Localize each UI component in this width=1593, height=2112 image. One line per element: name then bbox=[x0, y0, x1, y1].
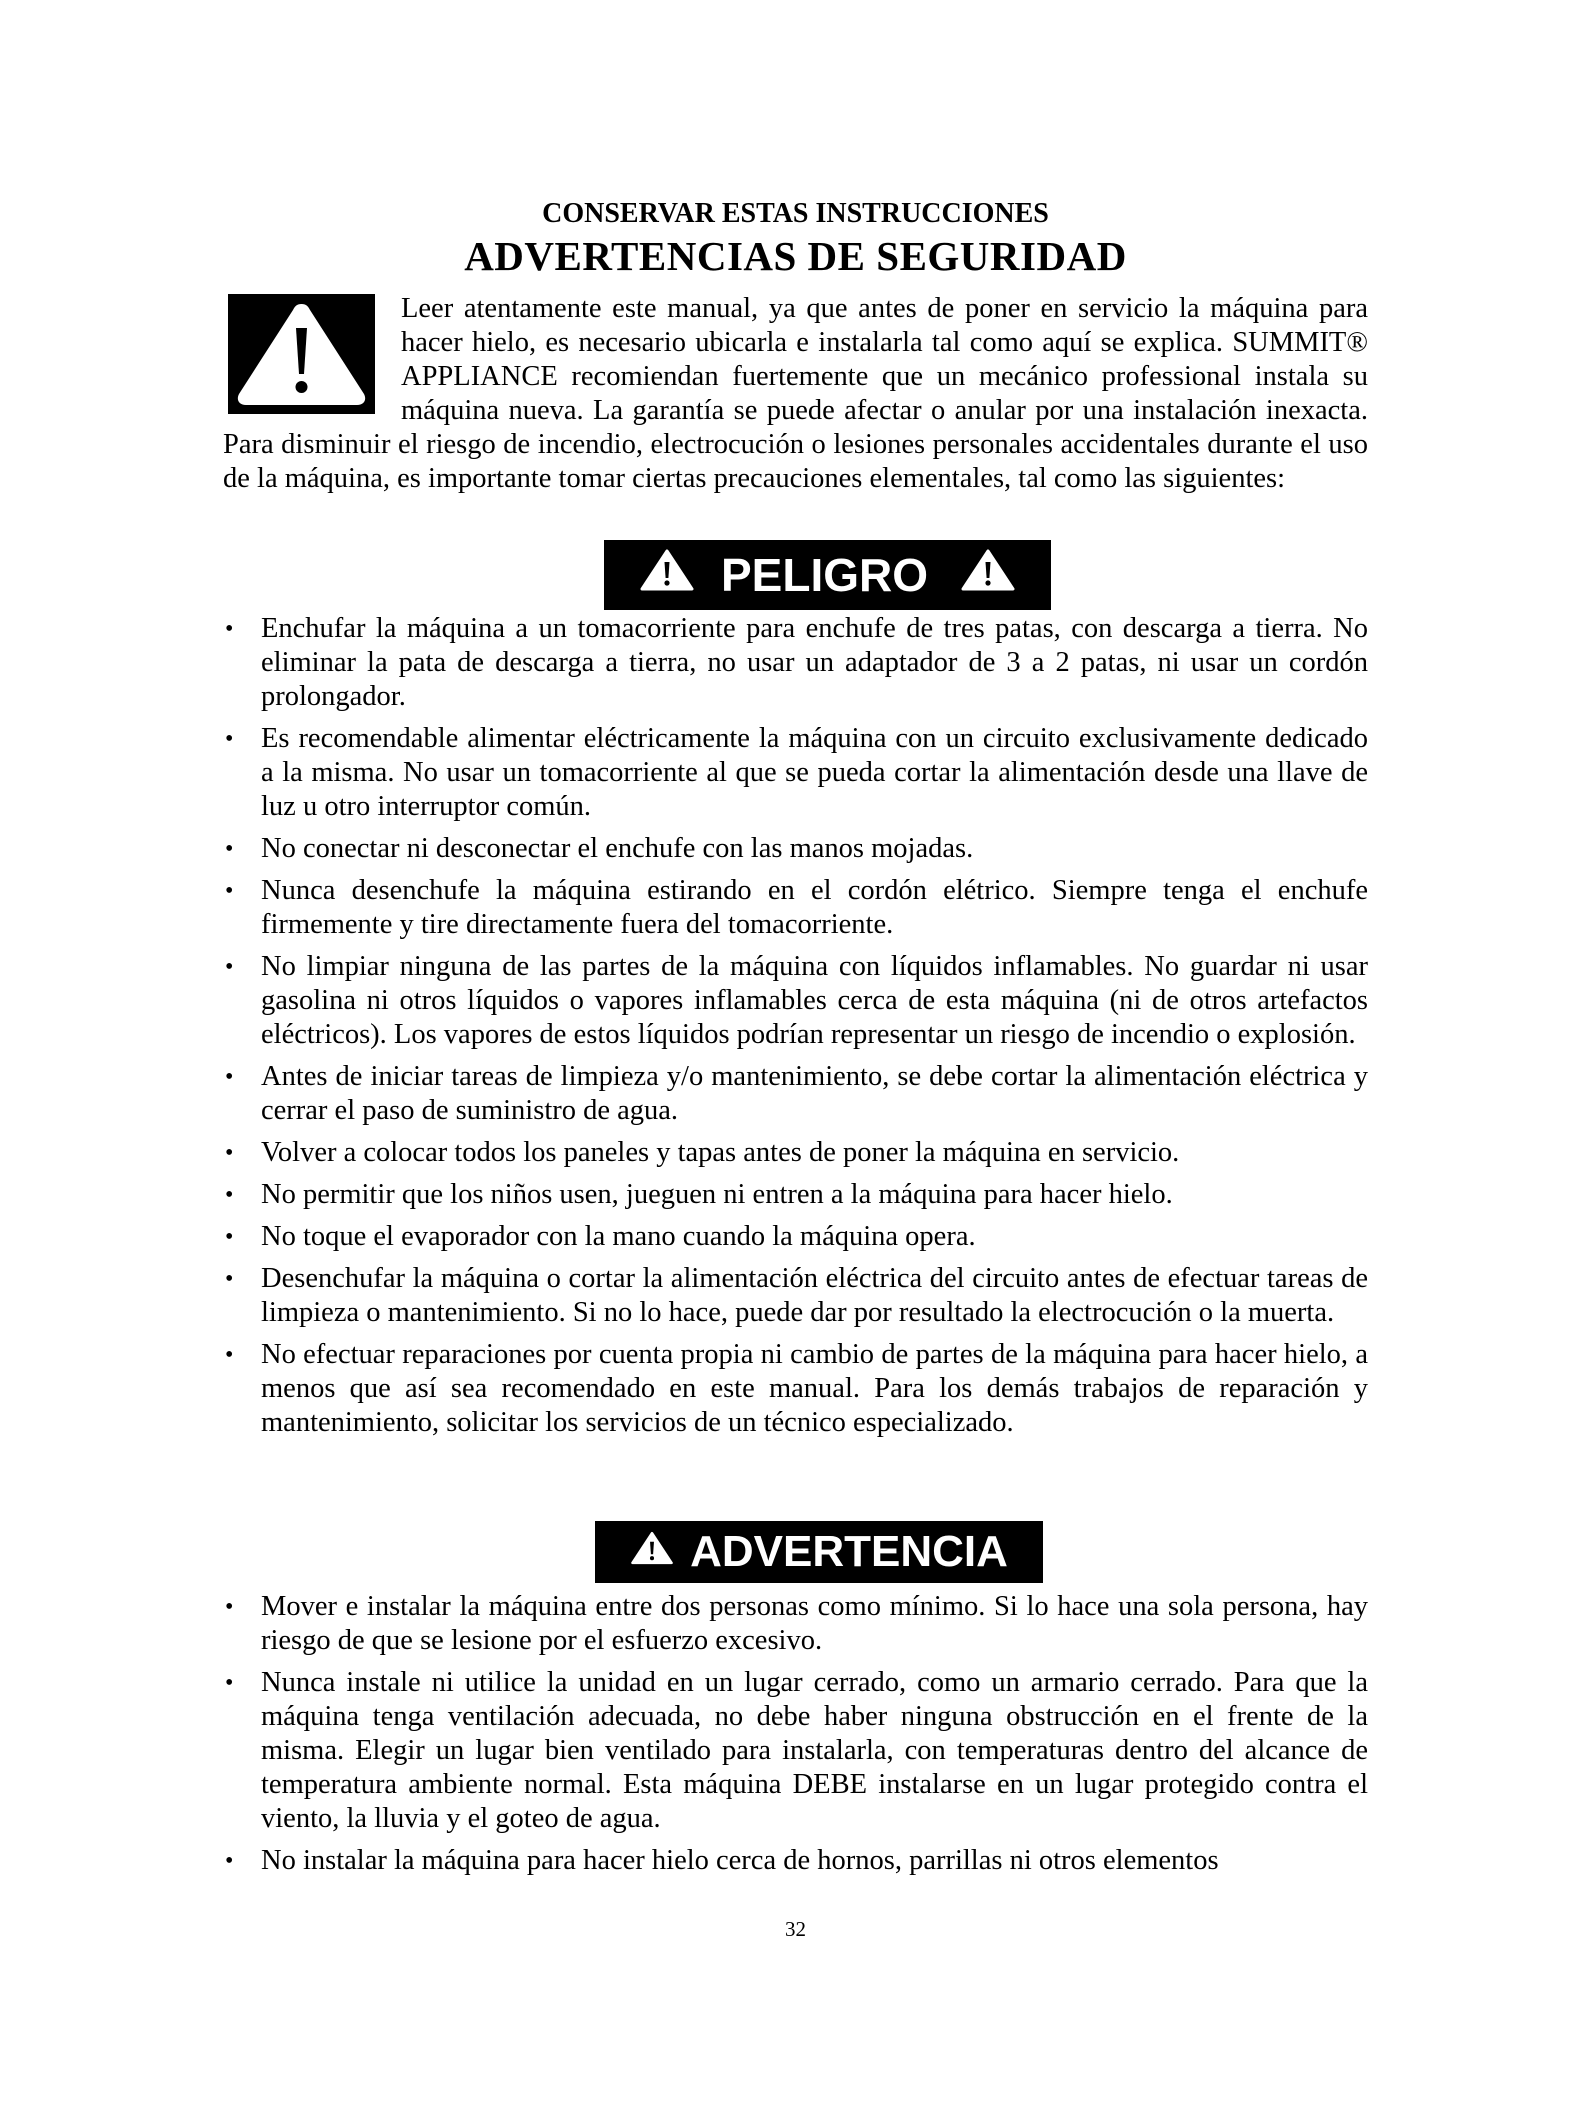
warning-triangle-icon bbox=[639, 548, 695, 603]
warning-list bbox=[223, 1590, 1368, 1886]
danger-label: PELIGRO bbox=[720, 549, 929, 601]
list-item: • Volver a colocar todos los paneles y tapas antes de poner la máquina en servicio. bbox=[223, 1136, 1368, 1170]
page-title: ADVERTENCIAS DE SEGURIDAD bbox=[464, 233, 1127, 279]
list-item: • No permitir que los niños usen, jueguen ni entren a la máquina para hacer hielo. bbox=[223, 1178, 1368, 1212]
warning-triangle-icon bbox=[960, 548, 1016, 603]
list-item: • Mover e instalar la máquina entre dos personas como mínimo. Si lo hace una sola persona, hay riesgo de que se lesione por el esfuerzo excesivo. bbox=[223, 1590, 1368, 1658]
list-item: • No limpiar ninguna de las partes de la máquina con líquidos inflamables. No guardar ni usar gasolina ni otros líquidos o vapores inflamables cerca de esta máquina (ni de otros artefactos eléctricos). Los vapores de estos líquidos podrían representar un riesgo de incendio o explosión. bbox=[223, 950, 1368, 1052]
list-item: • Desenchufar la máquina o cortar la alimentación eléctrica del circuito antes de efectuar tareas de limpieza o mantenimiento. Si no lo hace, puede dar por resultado la electrocución o la muerta. bbox=[223, 1262, 1368, 1330]
list-item: • No efectuar reparaciones por cuenta propia ni cambio de partes de la máquina para hacer hielo, a menos que así sea recomendado en este manual. Para los demás trabajos de reparación y mantenimiento, solicitar los servicios de un técnico especializado. bbox=[223, 1338, 1368, 1440]
list-item: • Nunca instale ni utilice la unidad en un lugar cerrado, como un armario cerrado. Para que la máquina tenga ventilación adecuada, no debe haber ninguna obstrucción en el frente de la misma. Elegir un lugar bien ventilado para instalarla, con temperaturas dentro del alcance de temperatura ambiente normal. Esta máquina DEBE instalarse en un lugar protegido contra el viento, la lluvia y el goteo de agua. bbox=[223, 1666, 1368, 1836]
warning-label: ADVERTENCIA bbox=[690, 1527, 1008, 1576]
list-item: • Nunca desenchufe la máquina estirando en el cordón elétrico. Siempre tenga el enchufe firmemente y tire directamente fuera del tomacorriente. bbox=[223, 874, 1368, 942]
list-item: • No instalar la máquina para hacer hielo cerca de hornos, parrillas ni otros elementos bbox=[223, 1844, 1368, 1878]
warning-banner bbox=[595, 1521, 1043, 1583]
warning-triangle-icon bbox=[630, 1527, 674, 1577]
warning-exclamation-icon bbox=[228, 294, 375, 414]
list-item: • Es recomendable alimentar eléctricamente la máquina con un circuito exclusivamente dedicado a la misma. No usar un tomacorriente al que se pueda cortar la alimentación desde una llave de luz u otro interruptor común. bbox=[223, 722, 1368, 824]
intro-paragraph bbox=[223, 292, 1368, 496]
section-pre-title: CONSERVAR ESTAS INSTRUCCIONES bbox=[542, 198, 1049, 229]
danger-banner bbox=[604, 540, 1051, 610]
list-item: • No toque el evaporador con la mano cuando la máquina opera. bbox=[223, 1220, 1368, 1254]
list-item: • Antes de iniciar tareas de limpieza y/o mantenimiento, se debe cortar la alimentación eléctrica y cerrar el paso de suministro de agua. bbox=[223, 1060, 1368, 1128]
list-item: • No conectar ni desconectar el enchufe con las manos mojadas. bbox=[223, 832, 1368, 866]
list-item: • Enchufar la máquina a un tomacorriente para enchufe de tres patas, con descarga a tierra. No eliminar la pata de descarga a tierra, no usar un adaptador de 3 a 2 patas, ni usar un cordón prolongador. bbox=[223, 612, 1368, 714]
page-number: 32 bbox=[785, 1917, 806, 1941]
danger-list bbox=[223, 612, 1368, 1448]
intro-text: Leer atentamente este manual, ya que antes de poner en servicio la máquina para hacer hielo, es necesario ubicarla e instalarla tal como aquí se explica. SUMMIT® APPLIANCE recomiendan fuertemente que un mecánico professional instala su máquina nueva. La garantía se puede afectar o anular por una instalación inexacta. Para disminuir el riesgo de incendio, electrocución o lesiones personales accidentales durante el uso de la máquina, es importante tomar ciertas precauciones elementales, tal como las siguientes: bbox=[223, 293, 1368, 494]
